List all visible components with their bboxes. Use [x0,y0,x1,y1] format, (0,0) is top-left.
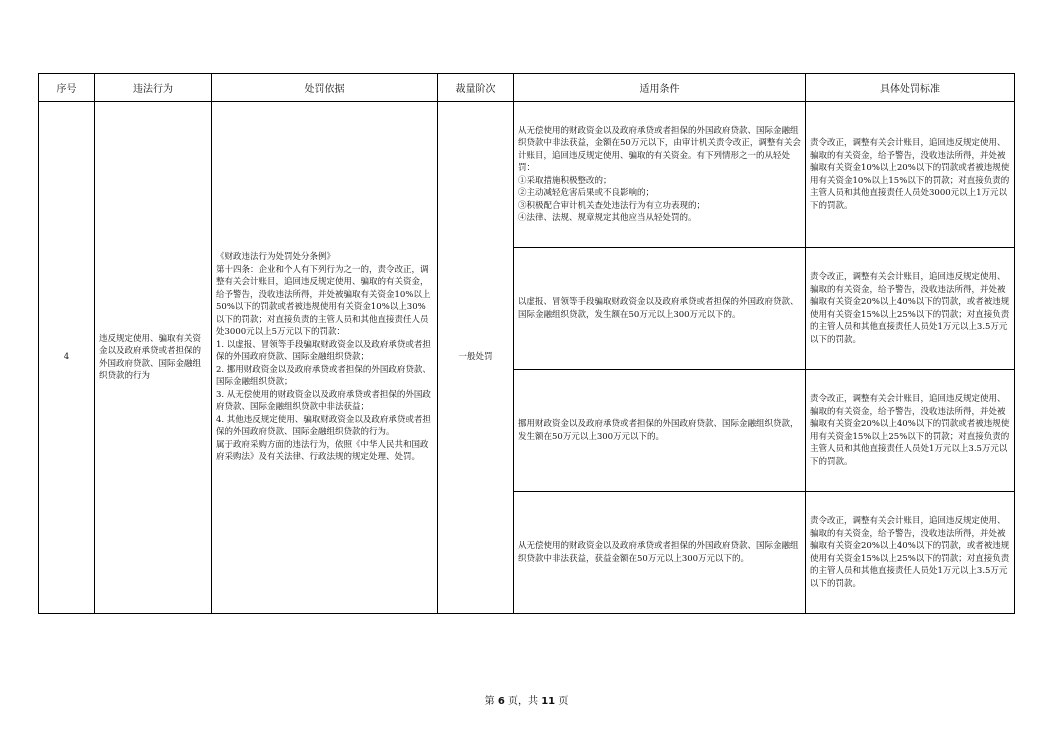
header-basis: 处罚依据 [212,74,438,102]
condition-text: 从无偿使用的财政资金以及政府承贷或者担保的外国政府贷款、国际金融组织贷款中非法获益，获益金额在50万元以上300万元以下的。 [518,541,799,564]
standard-cell-2 [806,248,1015,370]
condition-text: 从无偿使用的财政资金以及政府承贷或者担保的外国政府贷款、国际金融组织贷款中非法获益，金额在50万元以下，由审计机关责令改正，调整有关会计账目，追回违反规定使用、骗取的有关资金。有下列情形之一的从轻处罚： ①采取措施积极整改的； ②主动减轻危害后果或不良影响的； ③积极配合审计机关查处违法行为有立功表现的； ④法律、法规、规章规定其他应当从轻处罚的。 [518,125,801,223]
condition-cell-2 [514,248,806,370]
condition-text: 挪用财政资金以及政府承贷或者担保的外国政府贷款、国际金融组织贷款，发生额在50万元以上300万元以下的。 [518,419,799,442]
footer-suffix: 页 [558,696,569,707]
condition-cell-3 [514,370,806,492]
standard-text: 责令改正，调整有关会计账目，追回违反规定使用、骗取的有关资金，给予警告，没收违法所得，并处被骗取有关资金20%以上40%以下的罚款或者被违规使用有关资金15%以上25%以下的罚款；对直接负责的主管人员和其他直接责任人员处1万元以上3.5万元以下的罚款。 [810,394,1010,467]
row-violation [95,102,212,614]
row-basis [212,102,438,614]
header-number: 序号 [39,74,95,102]
header-violation: 违法行为 [95,74,212,102]
page-total: 11 [541,696,556,707]
violation-text: 违反规定使用、骗取有关资金以及政府承贷或者担保的外国政府贷款、国际金融组织贷款的行为 [99,333,202,381]
basis-text: 《财政违法行为处罚处分条例》 第十四条：企业和个人有下列行为之一的，责令改正，调整有关会计账目，追回违反规定使用、骗取的有关资金，给予警告，没收违法所得，并处被骗取有关资金10%以上50%以下的罚款或者被违规使用有关资金10%以上30%以下的罚款；对直接负责的主管人员和其他直接责任人员处3000元以上5万元以下的罚款： 1. 以虚报、冒领等手段骗取财政资金以及政府承贷或者担保的外国政府贷款、国际金融组织贷款； 2. 挪用财政资金以及政府承贷或者担保的外国政府贷款、国际金融组织贷款； 3. 从无偿使用的财政资金以及政府承贷或者担保的外国政府贷款、国际金融组织贷款中非法获益； 4. 其他违反规定使用、骗取财政资金以及政府承贷或者担保的外国政府贷款、国际金融组织贷款的行为。 属于政府采购方面的违法行为，依照《中华人民共和国政府采购法》及有关法律、行政法规的规定处理、处罚。 [216,252,431,463]
standard-cell-4 [806,492,1015,614]
row-number: 4 [39,102,95,614]
condition-cell-1 [514,102,806,248]
standard-text: 责令改正，调整有关会计账目，追回违反规定使用、骗取的有关资金，给予警告，没收违法所得，并处被骗取有关资金10%以上20%以下的罚款或者被违规使用有关资金10%以上15%以下的罚款；对直接负责的主管人员和其他直接责任人员处3000元以上1万元以下的罚款。 [810,138,1010,211]
row-level: 一般处罚 [438,102,514,614]
footer-middle: 页，共 [508,696,539,707]
page-number: 6 [497,696,505,707]
header-standard: 具体处罚标准 [806,74,1015,102]
penalty-table [38,73,1015,614]
standard-cell-1 [806,102,1015,248]
standard-cell-3 [806,370,1015,492]
condition-text: 以虚报、冒领等手段骗取财政资金以及政府承贷或者担保的外国政府贷款、国际金融组织贷款，发生额在50万元以上300万元以下的。 [518,297,799,320]
table-row [39,102,1015,248]
header-row [39,74,1015,102]
condition-cell-4 [514,492,806,614]
header-level: 裁量阶次 [438,74,514,102]
footer-prefix: 第 [484,696,495,707]
standard-text: 责令改正，调整有关会计账目，追回违反规定使用、骗取的有关资金，给予警告，没收违法所得，并处被骗取有关资金20%以上40%以下的罚款，或者被违规使用有关资金15%以上25%以下的罚款；对直接负责的主管人员和其他直接责任人员处1万元以上3.5万元以下的罚款。 [810,516,1010,589]
standard-text: 责令改正，调整有关会计账目，追回违反规定使用、骗取的有关资金，给予警告，没收违法所得，并处被骗取有关资金20%以上40%以下的罚款，或者被违规使用有关资金15%以上25%以下的罚款；对直接负责的主管人员和其他直接责任人员处1万元以上3.5万元以下的罚款。 [810,272,1010,345]
page-footer [0,692,1053,707]
header-condition: 适用条件 [514,74,806,102]
